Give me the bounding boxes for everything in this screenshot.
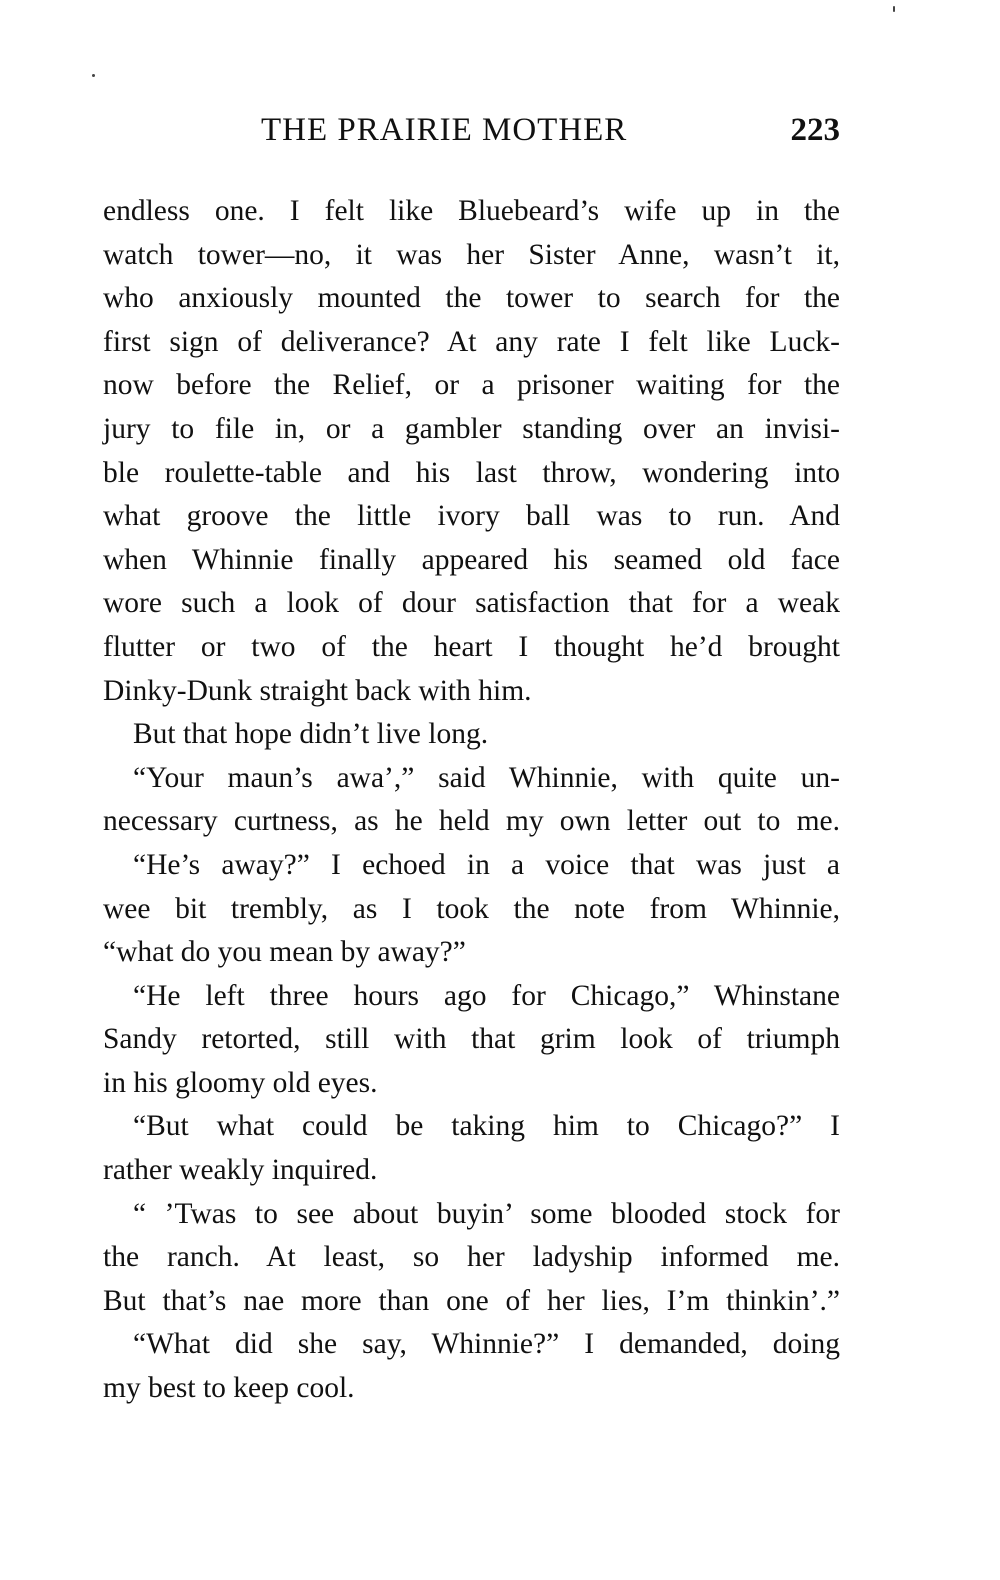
text-line: Sandy retorted, still with that grim look of triumph: [103, 1023, 840, 1056]
text-line: But that’s nae more than one of her lies, I’m thinkin’.”: [103, 1284, 840, 1317]
text-line: But that hope didn’t live long.: [133, 718, 489, 751]
text-line: my best to keep cool.: [103, 1372, 355, 1405]
text-line: “He left three hours ago for Chicago,” Whinstane: [133, 979, 840, 1012]
text-line: the ranch. At least, so her ladyship informed me.: [103, 1241, 840, 1274]
text-line: Dinky-Dunk straight back with him.: [103, 674, 532, 707]
text-line: wee bit trembly, as I took the note from Whinnie,: [103, 892, 840, 925]
text-line: flutter or two of the heart I thought he’d brought: [103, 630, 840, 663]
text-line: “Your maun’s awa’,” said Whinnie, with quite un-: [133, 761, 840, 794]
text-line: rather weakly inquired.: [103, 1154, 378, 1187]
text-line: what groove the little ivory ball was to run. And: [103, 500, 840, 533]
scan-speck: [893, 6, 895, 12]
text-line: necessary curtness, as he held my own letter out to me.: [103, 805, 840, 838]
text-line: “He’s away?” I echoed in a voice that was just a: [133, 848, 840, 881]
text-line: endless one. I felt like Bluebeard’s wife up in the: [103, 195, 840, 227]
text-line: “But what could be taking him to Chicago?” I: [133, 1110, 840, 1143]
text-line: who anxiously mounted the tower to search for the: [103, 282, 840, 315]
text-line: first sign of deliverance? At any rate I felt like Luck-: [103, 325, 840, 358]
body-text: [103, 190, 840, 1411]
text-line: “ ’Twas to see about buyin’ some blooded stock for: [133, 1197, 840, 1230]
text-line: ble roulette-table and his last throw, wondering into: [103, 456, 840, 489]
text-line: in his gloomy old eyes.: [103, 1066, 378, 1099]
text-line: watch tower—no, it was her Sister Anne, wasn’t it,: [103, 238, 840, 271]
text-line: wore such a look of dour satisfaction that for a weak: [103, 587, 840, 620]
text-line: now before the Relief, or a prisoner waiting for the: [103, 369, 840, 402]
text-line: “what do you mean by away?”: [103, 936, 466, 969]
running-head: [103, 112, 840, 156]
scan-speck: [92, 74, 95, 77]
page-number: 223: [790, 112, 840, 148]
text-line: jury to file in, or a gambler standing over an invisi-: [103, 412, 840, 445]
text-line: when Whinnie finally appeared his seamed old face: [103, 543, 840, 576]
text-line: “What did she say, Whinnie?” I demanded, doing: [133, 1328, 840, 1361]
running-title: THE PRAIRIE MOTHER: [261, 112, 628, 148]
